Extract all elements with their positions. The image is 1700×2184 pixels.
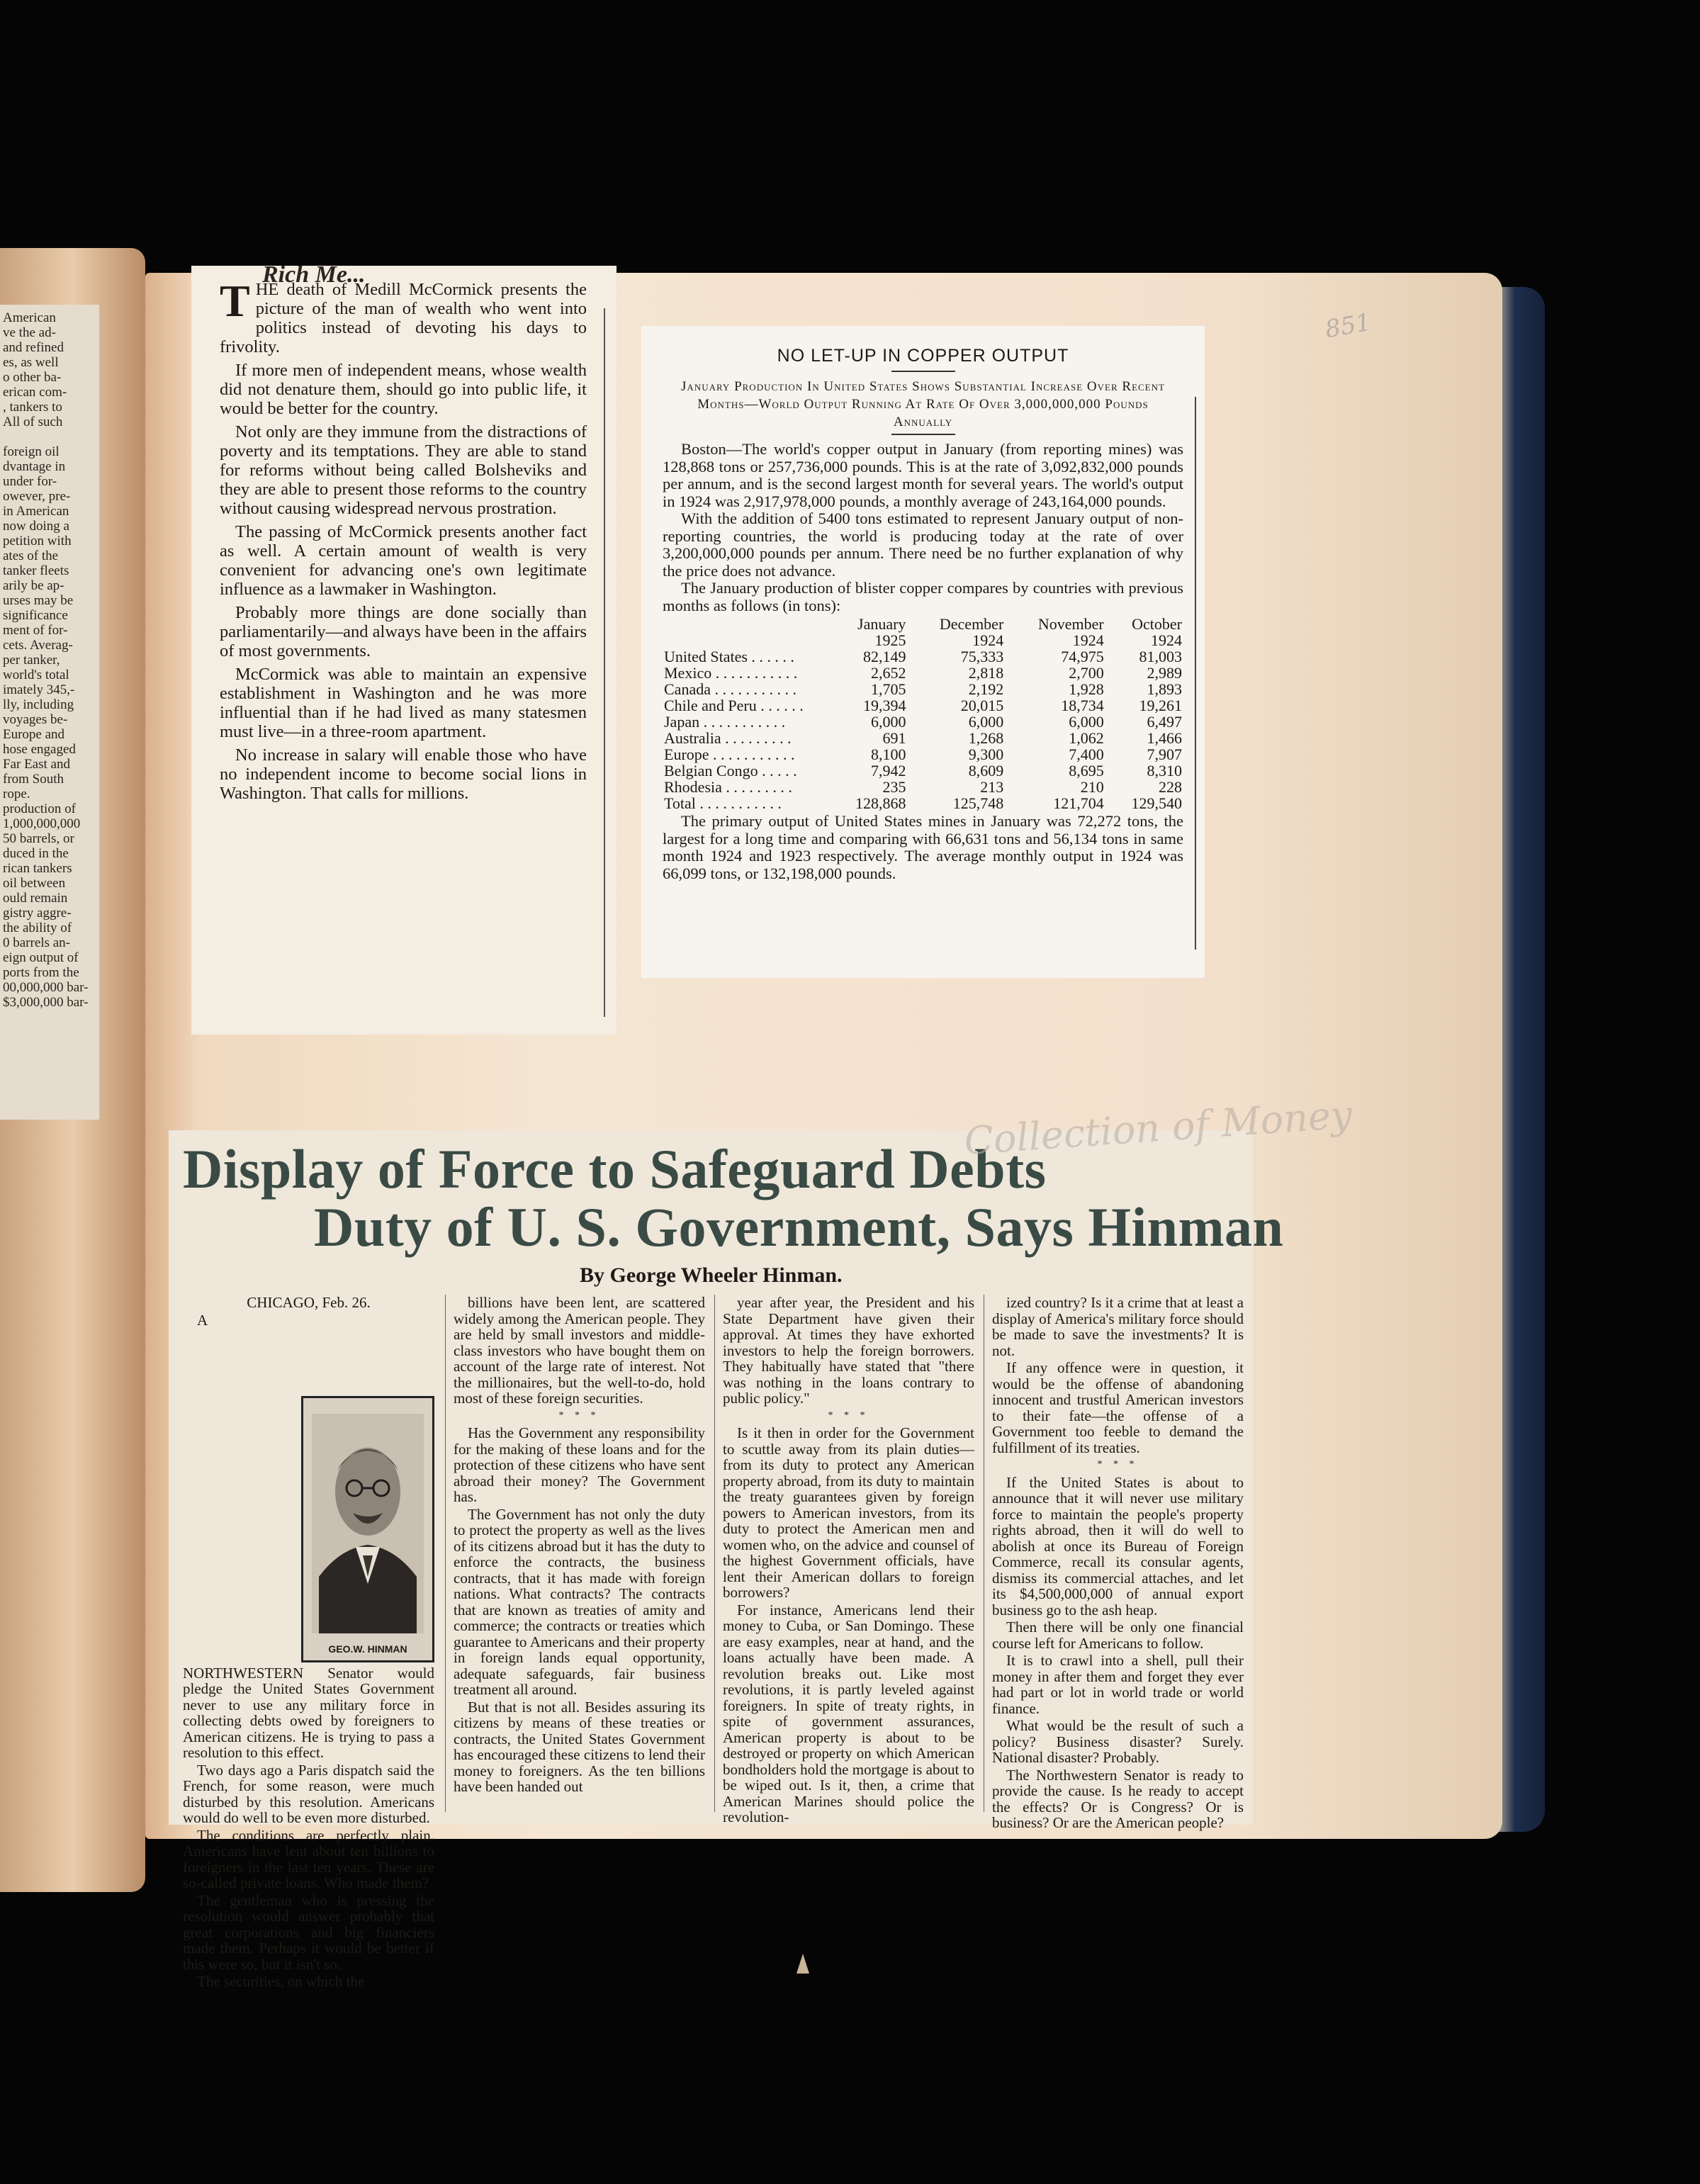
paragraph: The passing of McCormick presents another fact as well. A certain amount of wealth is very convenient for advancing one's own legitimate influence as a lawmaker in Washington. (220, 522, 587, 599)
value-cell: 213 (980, 778, 1004, 796)
value-cell: 8,695 (1069, 762, 1104, 779)
clipping-cut-title: Rich Me... (262, 261, 366, 288)
table-row (663, 779, 1183, 795)
country-cell: Japan . . . . . . . . . . . (664, 713, 786, 731)
table-row (663, 746, 1183, 762)
drop-cap: T (220, 276, 250, 326)
divider (891, 371, 955, 372)
value-cell: 7,907 (1147, 745, 1182, 763)
value-cell: 6,000 (1069, 713, 1104, 731)
handwritten-corner-note: 851 (1323, 308, 1373, 344)
left-page-fragment: American ve the ad- and refined es, as well o other ba- erican com- , tankers to All of such foreign oil dvantage in under for- owever, pre- in American now doing a petition with ates of the tanker fleets arily be ap- urses may be significance ment of for- cets. Averag- per tanker, world's total imately 345,- lly, including voyages be- Europe and hose engaged Far East and from South rope. production of 1,000,000,000 50 barrels, or duced in the rican tankers oil between ould remain gistry aggre- the ability of 0 barrels an- eign output of ports from the 00,000,000 bar- $3,000,000 bar- (0, 305, 99, 1120)
value-cell: 1,062 (1069, 729, 1104, 747)
value-cell: 8,310 (1147, 762, 1182, 779)
value-cell: 20,015 (960, 697, 1004, 714)
paragraph: The conditions are perfectly plain. Americans have lent about ten billions to foreigners in the last ten years. These are so-called private loans. Who made them? (183, 1826, 434, 1891)
paragraph: Then there will be only one financial course left for Americans to follow. (992, 1619, 1244, 1652)
paragraph: The Government has not only the duty to protect the property as well as the lives of its citizens abroad but it has the duty to enforce the contracts, the business contracts, that it has made with foreign nations. What contracts? The contracts that are known as treaties of amity and commerce; the contracts or treaties which guarantee to Americans and their property in foreign lands equal opportunity, adequate safeguards, fair business treatment all around. (454, 1505, 705, 1698)
paragraph: ized country? Is it a crime that at least a display of America's military force should be made to save the investments? It is not. (992, 1294, 1244, 1359)
value-cell: 228 (1159, 778, 1182, 796)
value-cell: 1,893 (1147, 680, 1182, 698)
paragraph: The securities, on which the (197, 1973, 365, 1990)
column-2 (454, 1295, 705, 1812)
value-cell: 6,000 (870, 713, 906, 731)
table-row (663, 665, 1183, 681)
byline: By George Wheeler Hinman. (580, 1263, 843, 1287)
value-cell: 9,300 (968, 745, 1004, 763)
value-cell: 2,192 (968, 680, 1004, 698)
section-break: * * * (828, 1409, 869, 1421)
country-cell: Belgian Congo . . . . . (664, 762, 797, 779)
value-cell: 82,149 (862, 648, 906, 665)
paragraph: It is to crawl into a shell, pull their money in after them and forget they ever had part or lot in world trade or world finance. (992, 1652, 1244, 1717)
table-row (663, 648, 1183, 665)
value-cell: 128,868 (855, 794, 906, 812)
value-cell: 121,704 (1053, 794, 1104, 812)
country-cell: United States . . . . . . (664, 648, 794, 665)
article-columns (183, 1294, 1267, 1990)
paragraph: THE death of Medill McCormick presents the picture of the man of wealth who went into politics instead of devoting his days to frivolity. (220, 276, 587, 356)
value-cell: 1,466 (1147, 729, 1182, 747)
table-row (663, 697, 1183, 714)
country-cell: Mexico . . . . . . . . . . . (664, 664, 798, 682)
value-cell: 210 (1080, 778, 1104, 796)
table-row (663, 762, 1183, 779)
table-row (663, 795, 1183, 811)
handwritten-pencil-note: Collection of Money (962, 1091, 1354, 1164)
value-cell: 235 (882, 778, 906, 796)
article-deck: January Production In United States Shows Substantial Increase Over Recent Months—World Output Running At Rate Of Over 3,000,000,000 Pounds Annually (681, 379, 1165, 429)
value-cell: 1,705 (870, 680, 906, 698)
table-header-row: January December November October (857, 615, 1182, 633)
table-header-row: 1925 1924 1924 1924 (874, 631, 1182, 649)
paragraph: The Northwestern Senator is ready to provide the cause. Is he ready to accept the effects? Or is Congress? Or is business? Or are the American people? (992, 1766, 1244, 1831)
left-page (0, 248, 145, 1892)
country-cell: Europe . . . . . . . . . . . (664, 745, 795, 763)
table-row (663, 681, 1183, 697)
column-rule (714, 1295, 715, 1812)
value-cell: 1,268 (968, 729, 1004, 747)
paragraph: With the addition of 5400 tons estimated to represent January output of non-reporting countries, the world is producing today at the rate of over 3,200,000,000 pounds per annum. There need be no further explanation of why the price does not advance. (663, 510, 1183, 580)
value-cell: 75,333 (960, 648, 1004, 665)
paragraph: The gentleman who is pressing the resolution would answer probably that great corporations and big financiers made them. Perhaps it would be better if this were so, but it isn't so. (183, 1891, 434, 1973)
paragraph: No increase in salary will enable those who have no independent income to become social lions in Washington. That calls for millions. (220, 745, 587, 803)
value-cell: 8,100 (870, 745, 906, 763)
paragraph: Two days ago a Paris dispatch said the French, for some reason, were much disturbed by this resolution. Americans would do well to be even more disturbed. (183, 1761, 434, 1826)
value-cell: 6,000 (968, 713, 1004, 731)
paragraph: Boston—The world's copper output in January (from reporting mines) was 128,868 tons or 257,736,000 pounds. This is at the rate of 3,092,832,000 pounds per annum, and is the second largest month for several years. The world's output in 1924 was 2,917,978,000 pounds, a monthly average of 243,164,000 pounds. (663, 440, 1183, 510)
paragraph: Is it then in order for the Government to scuttle away from its plain duties—from its duty to protect any American property abroad, from its duty to maintain the treaty guarantees given by foreign powers to American investors, from its duty to protect the American men and women who, on the advice and counsel of the highest Government officials, have lent their American dollars to foreign borrowers? (723, 1424, 974, 1601)
table-row (663, 714, 1183, 730)
paragraph: Has the Government any responsibility for the making of these loans and for the protection of these citizens who have sent abroad their money? The Government has. (454, 1424, 705, 1505)
copper-output-clipping (641, 326, 1205, 978)
article-headline: NO LET-UP IN COPPER OUTPUT (777, 346, 1069, 366)
hinman-clipping (169, 1130, 1284, 1990)
value-cell: 6,497 (1147, 713, 1182, 731)
paragraph: A NORTHWESTERN Senator would pledge the United States Government never to use any military force in collecting debts owed by foreigners to American citizens. He is trying to pass a resolution to this effect. (183, 1311, 434, 1761)
headline-line-1: Display of Force to Safeguard Debts (183, 1138, 1047, 1200)
paper-fragment (796, 1954, 809, 1974)
country-cell: Total . . . . . . . . . . . (664, 794, 782, 812)
photo-caption: GEO.W. HINMAN (328, 1643, 407, 1655)
paragraph: Not only are they immune from the distractions of poverty and its temptations. They are able to stand for reforms without being called Bolsheviks and they are able to present those reforms to the country without causing widespread nervous prostration. (220, 422, 587, 518)
paragraph: For instance, Americans lend their money to Cuba, or San Domingo. These are easy examples, near at hand, and the loans actually have been made. A revolution breaks out. Like most revolutions, it is partly leveled against foreigners. In spite of treaty rights, in spite of government assurances, American property is about to be destroyed or property on which American bondholders hold the mortgage is about to be wiped out. Is it, then, a crime that American Marines should police the revolution- (723, 1601, 974, 1825)
value-cell: 129,540 (1131, 794, 1182, 812)
paragraph: Probably more things are done socially than parliamentarily—and always have been in the affairs of most governments. (220, 603, 587, 660)
copper-production-table (663, 616, 1183, 811)
value-cell: 19,394 (862, 697, 906, 714)
value-cell: 18,734 (1061, 697, 1104, 714)
value-cell: 8,609 (968, 762, 1004, 779)
country-cell: Canada . . . . . . . . . . . (664, 680, 796, 698)
value-cell: 2,652 (870, 664, 906, 682)
section-break: * * * (558, 1409, 600, 1421)
portrait-image (312, 1414, 424, 1633)
mccormick-clipping (191, 261, 617, 1035)
column-1 (183, 1294, 434, 1990)
column-rule (1195, 397, 1196, 950)
table-row (663, 730, 1183, 746)
column-4 (992, 1294, 1244, 1831)
paragraph: If the United States is about to announce that it will never use military force to maintain the people's property rights abroad, then it will do well to abolish at once its Bureau of Foreign Commerce, recall its consular agents, dismiss its commercial attaches, and let its $4,500,000,000 of annual export business go to the ash heap. (992, 1473, 1244, 1619)
clipping-body (220, 276, 587, 803)
paragraph: But that is not all. Besides assuring its citizens by means of these treaties or contracts, the United States Government has encouraged these citizens to lend their money to foreigners. As the ten billions have been handed out (454, 1698, 705, 1795)
column-rule (604, 308, 605, 1017)
headline-line-2: Duty of U. S. Government, Says Hinman (314, 1196, 1284, 1258)
value-cell: 2,700 (1069, 664, 1104, 682)
value-cell: 74,975 (1061, 648, 1104, 665)
paragraph: billions have been lent, are scattered widely among the American people. They are held by small investors and middle-class investors who have bought them on account of the large rate of interest. Not the millionaires, but the well-to-do, hold most of these foreign securities. (454, 1294, 705, 1407)
paragraph: year after year, the President and his State Department have given their approval. At times they have exhorted investors to help the foreign borrowers. They habitually have stated that "there was nothing in the loans contrary to public policy." (723, 1294, 974, 1407)
column-rule (445, 1295, 446, 1812)
divider (891, 434, 955, 435)
paragraph: The primary output of United States mines in January was 72,272 tons, the largest for a long time and comparing with 66,631 tons and 56,134 tons in same month 1924 and 1923 respectively. The average monthly output in 1924 was 66,099 tons, or 132,198,000 pounds. (663, 812, 1183, 882)
column-3 (723, 1294, 974, 1825)
value-cell: 1,928 (1069, 680, 1104, 698)
value-cell: 691 (882, 729, 906, 747)
paragraph: McCormick was able to maintain an expensive establishment in Washington and he was more influential than if he had lived as many statesmen must live—in a three-room apartment. (220, 665, 587, 741)
paragraph: What would be the result of such a policy? Business disaster? Surely. National disaster? Probably. (992, 1717, 1244, 1766)
value-cell: 19,261 (1139, 697, 1182, 714)
value-cell: 2,989 (1147, 664, 1182, 682)
value-cell: 2,818 (968, 664, 1004, 682)
paragraph: If any offence were in question, it would be the offense of abandoning innocent and trustful American investors to their fate—the offense of a Government too feeble to demand the fulfillment of its treaties. (992, 1359, 1244, 1456)
country-cell: Chile and Peru . . . . . . (664, 697, 804, 714)
value-cell: 7,942 (870, 762, 906, 779)
paragraph: If more men of independent means, whose wealth did not denature them, should go into public life, it would be better for the country. (220, 361, 587, 418)
value-cell: 7,400 (1069, 745, 1104, 763)
dateline: CHICAGO, Feb. 26. (247, 1294, 371, 1311)
section-break: * * * (1097, 1459, 1139, 1470)
paragraph: The January production of blister copper compares by countries with previous months as follows (in tons): (663, 579, 1183, 614)
country-cell: Australia . . . . . . . . . (664, 729, 792, 747)
author-photo (301, 1396, 434, 1662)
value-cell: 125,748 (952, 794, 1004, 812)
country-cell: Rhodesia . . . . . . . . . (664, 778, 792, 796)
value-cell: 81,003 (1139, 648, 1182, 665)
